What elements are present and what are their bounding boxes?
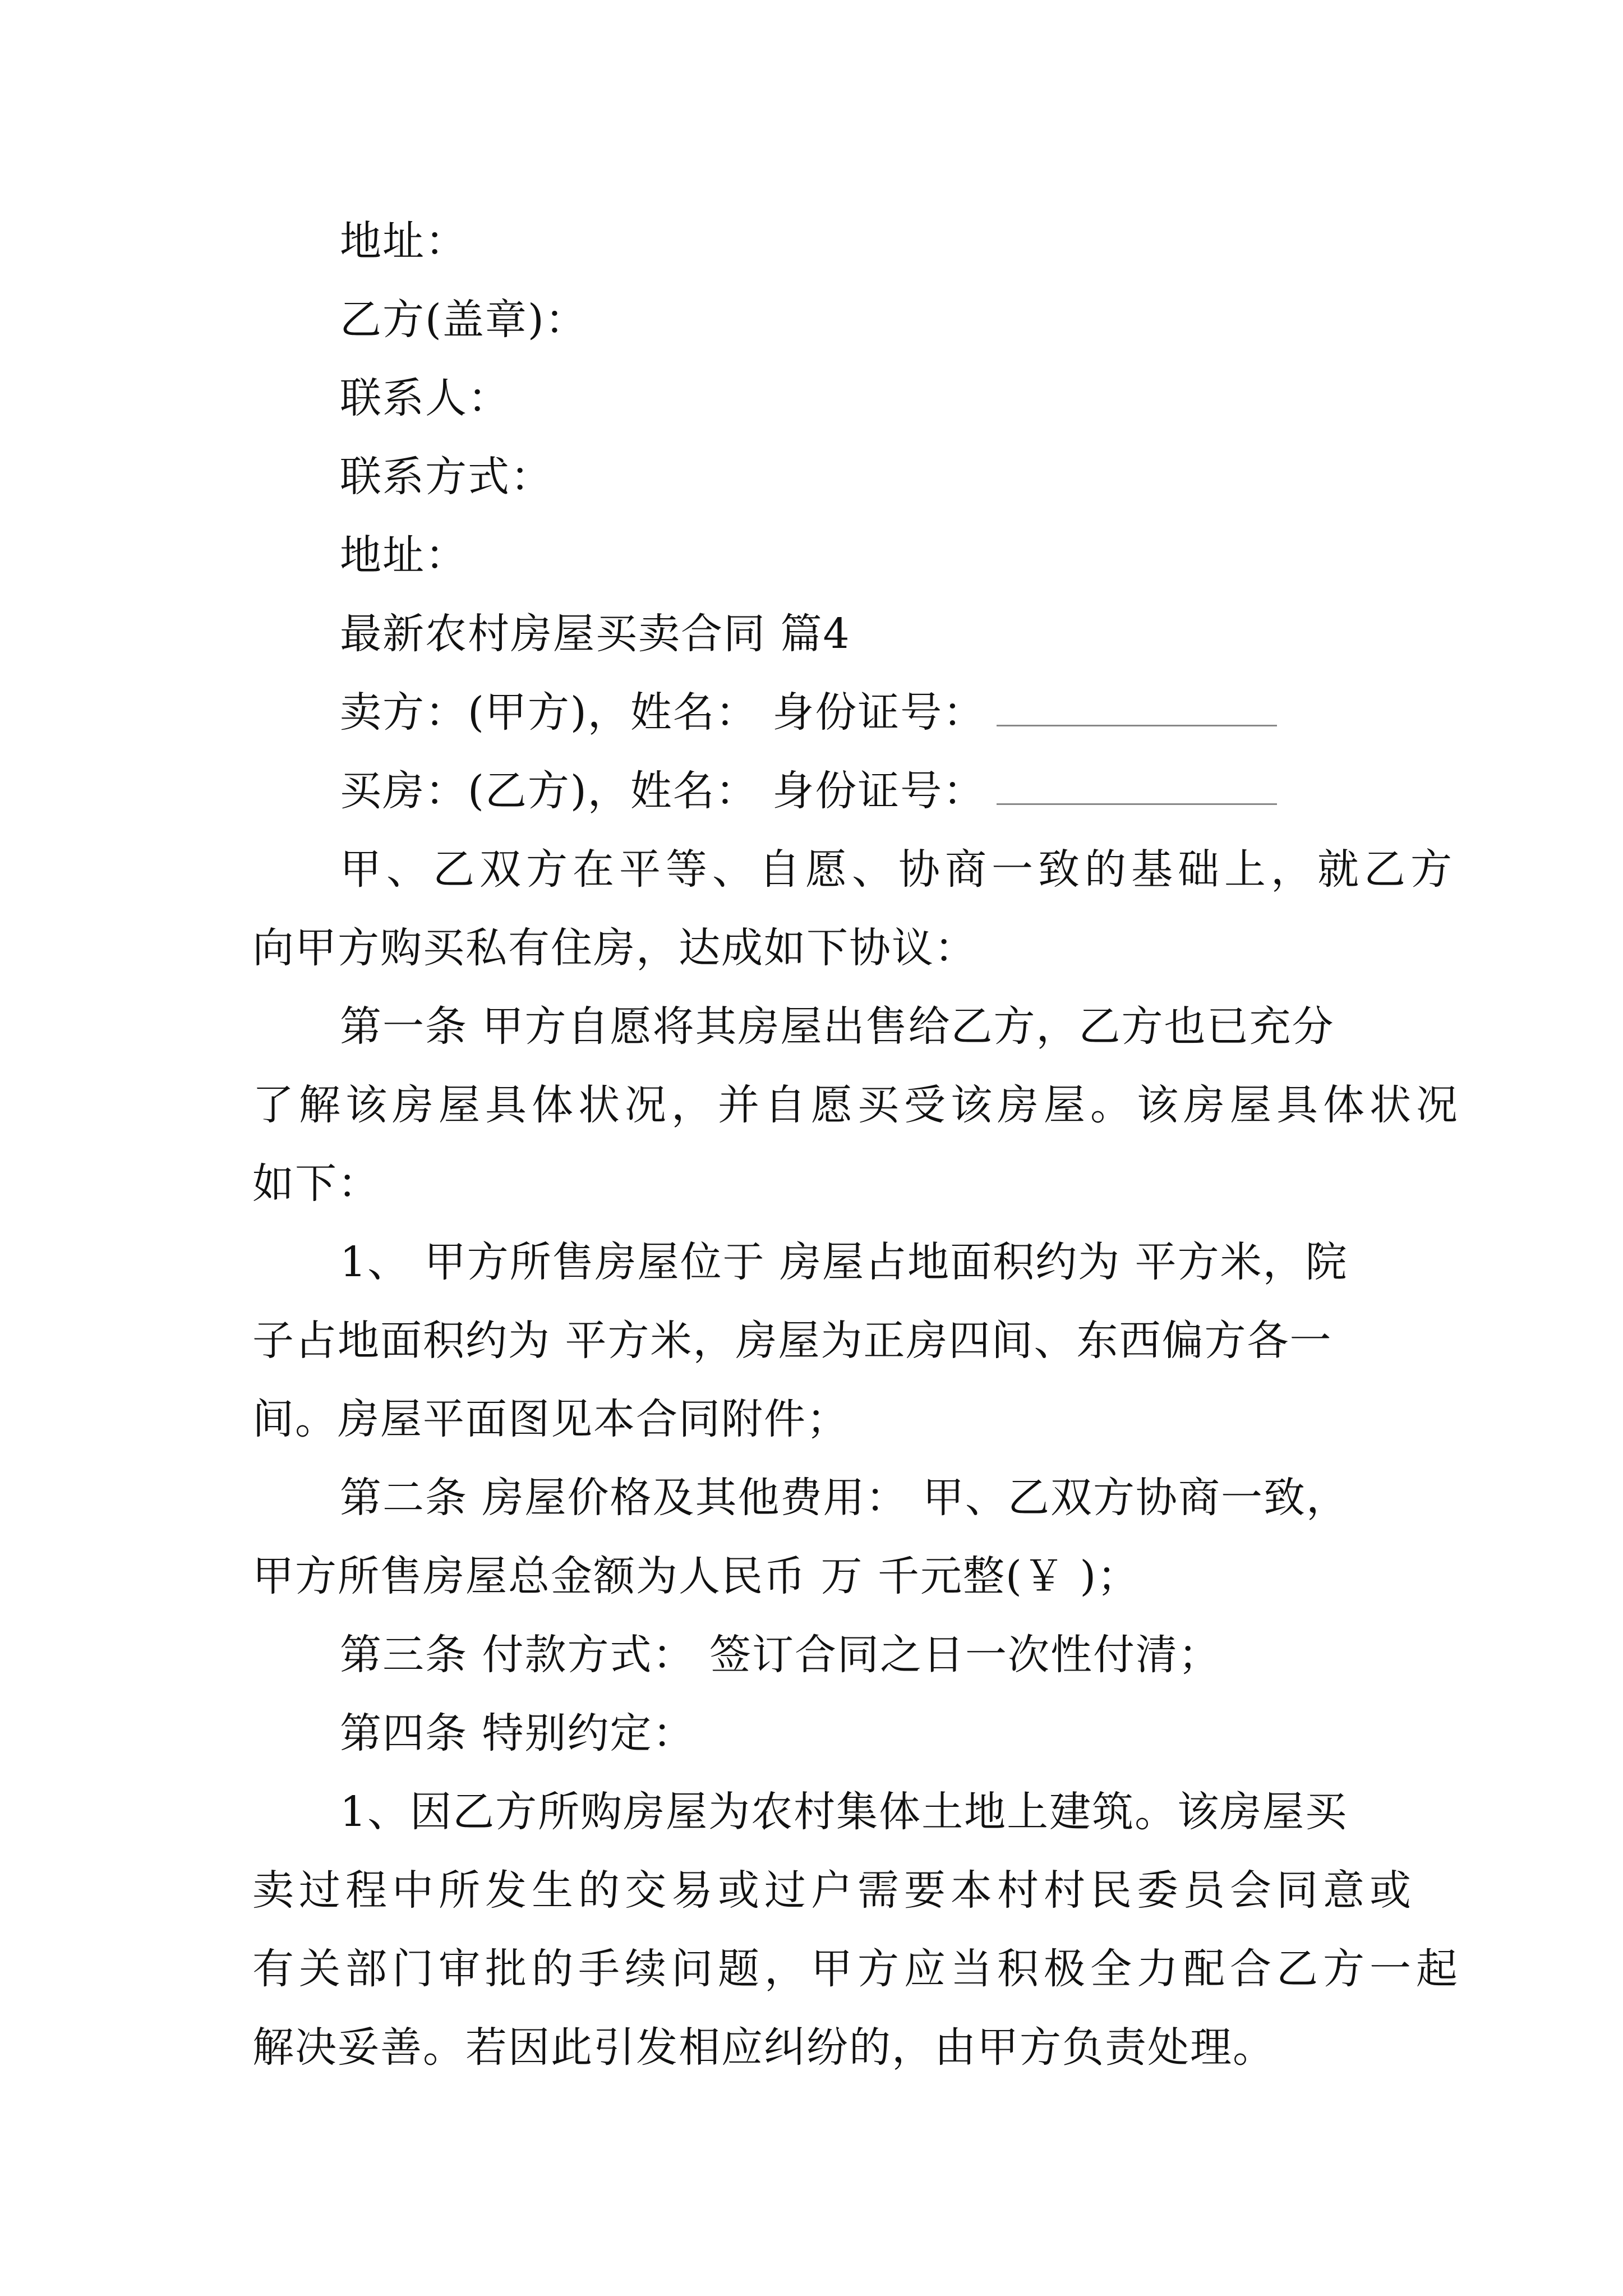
special-clause-line-2: 卖过程中所发生的交易或过户需要本村村民委员会同意或 — [252, 1866, 1416, 1915]
special-clause-line-3: 有关部门审批的手续问题，甲方应当积极全力配合乙方一起 — [252, 1945, 1463, 1993]
buyer-line — [340, 752, 1478, 830]
contact-person-label: 联系人： — [340, 374, 510, 422]
address-label-2: 地址： — [340, 531, 468, 579]
paragraph-intro-1: 甲、乙双方在平等、自愿、协商一致的基础上，就乙方 — [340, 845, 1457, 894]
article-2-line-1: 第二条 房屋价格及其他费用： 甲、乙双方协商一致， — [340, 1474, 1349, 1522]
article-1-line-3: 如下： — [252, 1159, 380, 1208]
clause-1-line-3: 间。房屋平面图见本合同附件； — [252, 1395, 849, 1443]
article-3: 第三条 付款方式： 签订合同之日一次性付清； — [340, 1631, 1221, 1679]
article-4-heading: 第四条 特别约定： — [340, 1709, 695, 1757]
article-2-line-2: 甲方所售房屋总金额为人民币 万 千元整(￥ )； — [252, 1552, 1140, 1600]
article-1-line-1: 第一条 甲方自愿将其房屋出售给乙方，乙方也已充分 — [340, 1002, 1335, 1051]
contact-method-label: 联系方式： — [340, 453, 553, 501]
seller-id-blank — [997, 685, 1277, 726]
paragraph-intro-2: 向甲方购买私有住房，达成如下协议： — [252, 924, 977, 972]
article-1-line-2: 了解该房屋具体状况，并自愿买受该房屋。该房屋具体状况 — [252, 1081, 1463, 1129]
buyer-text: 买房：(乙方)，姓名： 身份证号： — [340, 767, 986, 815]
party-b-seal-label: 乙方(盖章)： — [340, 296, 588, 344]
clause-1-line-2: 子占地面积约为 平方米，房屋为正房四间、东西偏方各一 — [252, 1317, 1332, 1365]
special-clause-line-1: 1、因乙方所购房屋为农村集体土地上建筑。该房屋买 — [340, 1788, 1348, 1836]
buyer-id-blank — [997, 764, 1277, 805]
section-heading: 最新农村房屋买卖合同 篇4 — [340, 610, 851, 658]
clause-1-line-1: 1、 甲方所售房屋位于 房屋占地面积约为 平方米，院 — [340, 1238, 1348, 1286]
address-label-1: 地址： — [340, 217, 468, 265]
seller-text: 卖方：(甲方)，姓名： 身份证号： — [340, 688, 986, 737]
special-clause-line-4: 解决妥善。若因此引发相应纠纷的，由甲方负责处理。 — [252, 2023, 1275, 2072]
seller-line — [340, 673, 1478, 752]
